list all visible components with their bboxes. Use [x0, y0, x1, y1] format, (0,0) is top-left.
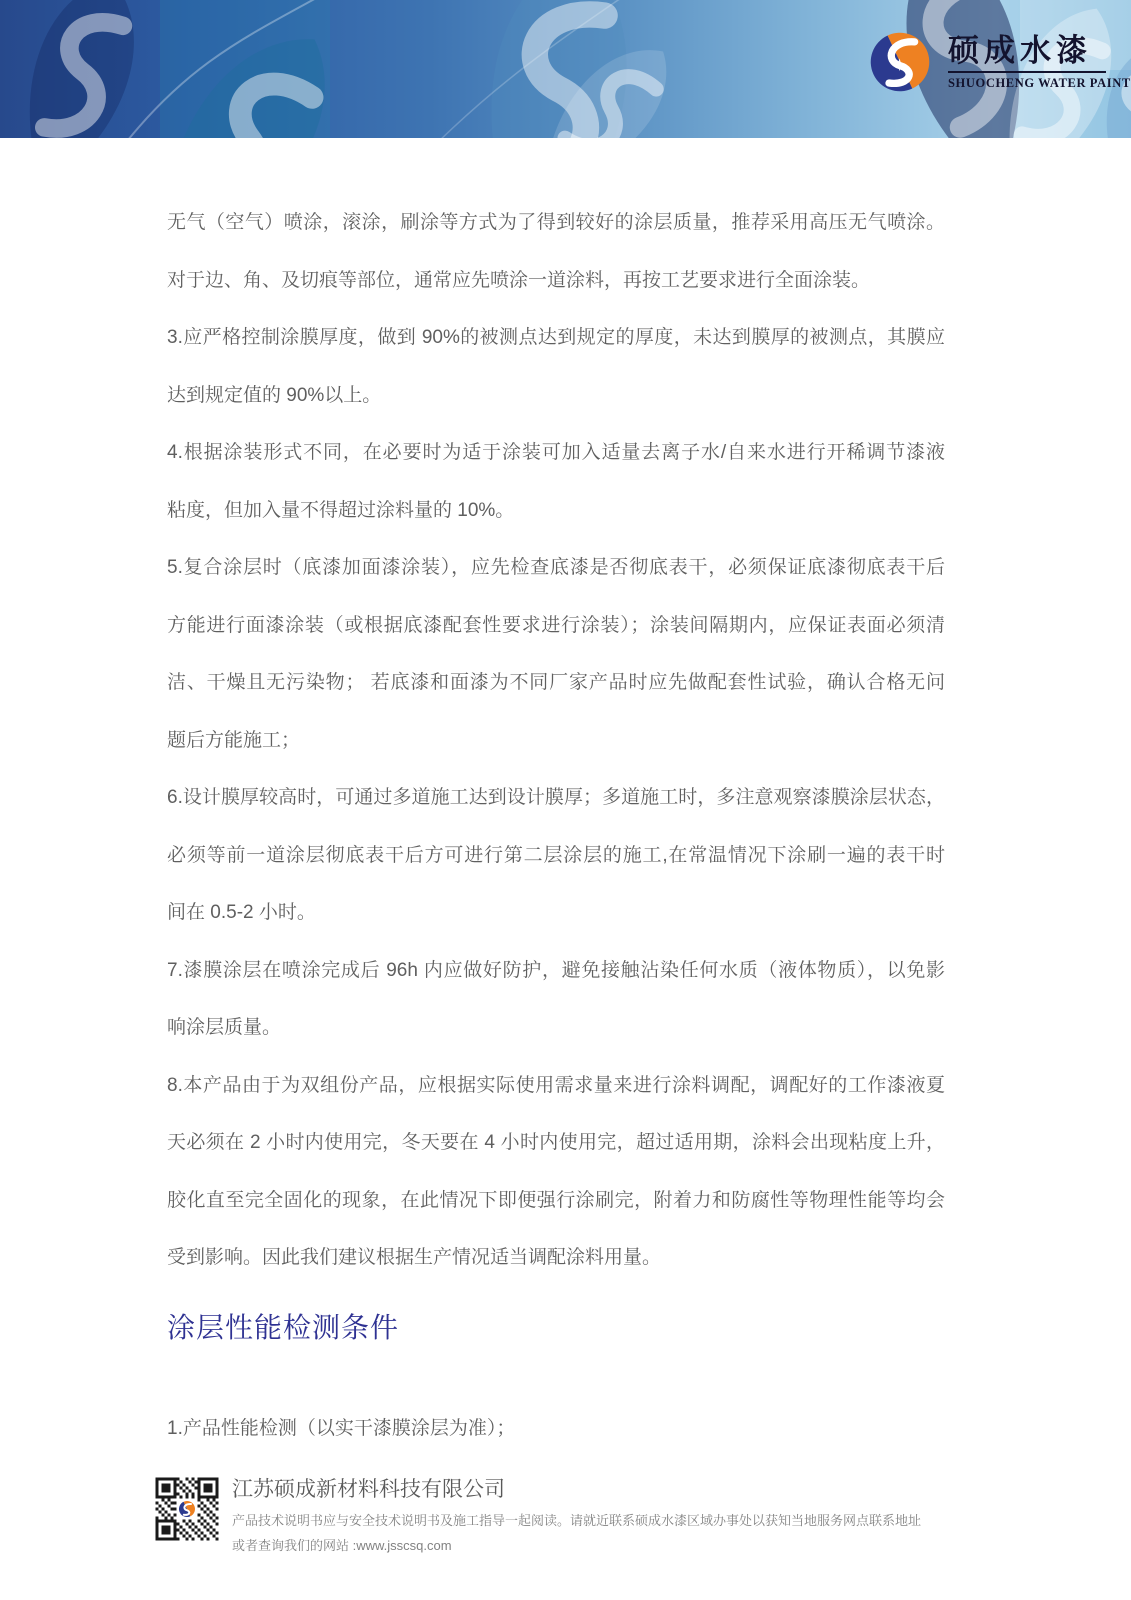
header-banner [0, 0, 1131, 138]
text-line: 无气（空气）喷涂，滚涂，刷涂等方式为了得到较好的涂层质量，推荐采用高压无气喷涂。 [167, 212, 945, 233]
text-line: 达到规定值的 90%以上。 [167, 384, 382, 406]
qr-code [155, 1477, 219, 1541]
footer-note-line2: 或者查询我们的网站 :www.jsscsq.com [232, 1538, 452, 1553]
footer-note-line1: 产品技术说明书应与安全技术说明书及施工指导一起阅读。请就近联系硕成水漆区域办事处以获知当地服务网点联系地址 [232, 1513, 922, 1528]
text-line: 4.根据涂装形式不同，在必要时为适于涂装可加入适量去离子水/自来水进行开稀调节漆液 [167, 442, 945, 463]
company-name: 江苏硕成新材料科技有限公司 [232, 1478, 505, 1501]
text-line: 受到影响。因此我们建议根据生产情况适当调配涂料用量。 [167, 1247, 662, 1268]
brand-name-cn: 硕成水漆 [948, 32, 1092, 68]
text-line: 天必须在 2 小时内使用完，冬天要在 4 小时内使用完，超过适用期，涂料会出现粘度上升， [167, 1132, 945, 1153]
brand-mark-icon [868, 30, 932, 94]
brand-logo [868, 30, 1131, 94]
text-line: 6.设计膜厚较高时，可通过多道施工达到设计膜厚；多道施工时，多注意观察漆膜涂层状态， [167, 787, 945, 808]
text-line: 洁、干燥且无污染物； 若底漆和面漆为不同厂家产品时应先做配套性试验，确认合格无问 [167, 672, 945, 693]
text-line: 8.本产品由于为双组份产品，应根据实际使用需求量来进行涂料调配，调配好的工作漆液夏 [167, 1074, 945, 1096]
qr-center-logo-icon [176, 1498, 197, 1519]
text-line: 7.漆膜涂层在喷涂完成后 96h 内应做好防护，避免接触沾染任何水质（液体物质），以免影 [167, 959, 945, 981]
text-line: 题后方能施工； [167, 729, 301, 751]
text-line: 间在 0.5-2 小时。 [167, 902, 316, 923]
document-body [167, 194, 945, 1287]
brand-divider [948, 71, 1106, 73]
text-line: 5.复合涂层时（底漆加面漆涂装），应先检查底漆是否彻底表干，必须保证底漆彻底表干后 [167, 557, 945, 578]
text-line: 3.应严格控制涂膜厚度，做到 90%的被测点达到规定的厚度，未达到膜厚的被测点，其膜应 [167, 327, 945, 348]
footer [155, 1477, 977, 1558]
brand-name-en: SHUOCHENG WATER PAINT [948, 75, 1131, 90]
text-line: 对于边、角、及切痕等部位，通常应先喷涂一道涂料，再按工艺要求进行全面涂装。 [167, 269, 871, 291]
text-line: 必须等前一道涂层彻底表干后方可进行第二层涂层的施工,在常温情况下涂刷一遍的表干时 [167, 844, 945, 866]
section-heading: 涂层性能检测条件 [167, 1312, 400, 1343]
text-line: 响涂层质量。 [167, 1017, 282, 1038]
text-line: 方能进行面漆涂装（或根据底漆配套性要求进行涂装）；涂装间隔期内，应保证表面必须清 [167, 614, 945, 636]
text-line: 粘度，但加入量不得超过涂料量的 10%。 [167, 499, 515, 521]
text-line: 胶化直至完全固化的现象，在此情况下即便强行涂刷完，附着力和防腐性等物理性能等均会 [167, 1189, 945, 1211]
section-first-item: 1.产品性能检测（以实干漆膜涂层为准）； [167, 1418, 516, 1439]
